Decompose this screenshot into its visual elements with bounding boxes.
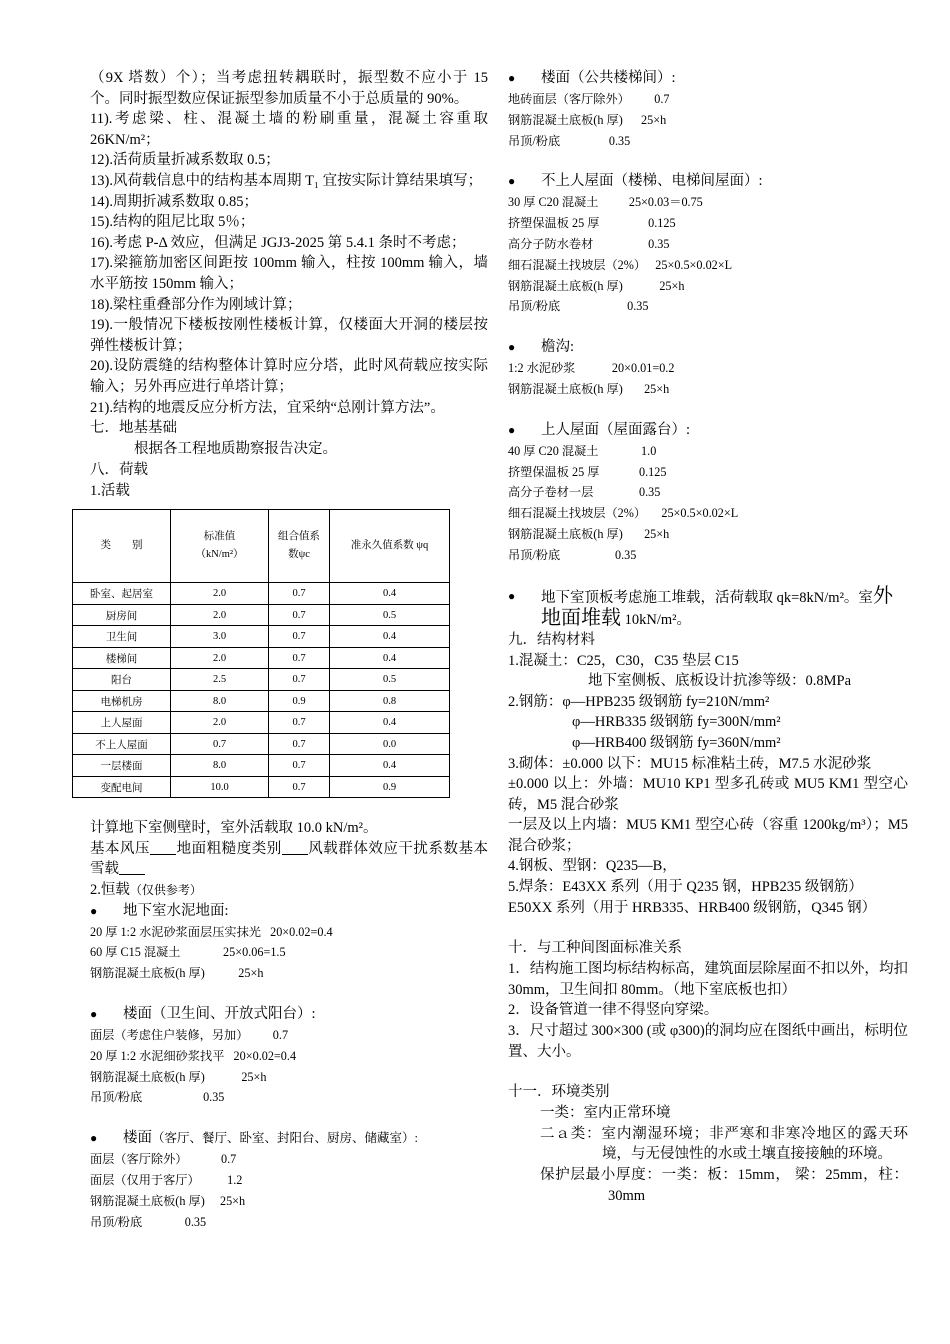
item-18: 18).梁柱重叠部分作为刚域计算；	[90, 296, 302, 313]
dead-load-note: （仅供参考）	[129, 883, 202, 898]
item-11: 11).考虑梁、柱、混凝土墙的粉刷重量，混凝土容重取 26KN/m²；	[90, 111, 488, 148]
cell-category: 卧室、起居室	[73, 583, 171, 605]
basement-floor-line-3: 钢筋混凝土底板(h 厚) 25×h	[90, 966, 264, 981]
cell-category: 电梯机房	[73, 690, 171, 712]
cell-quasi-coef: 0.4	[330, 626, 450, 648]
living-floor-title	[90, 1128, 488, 1149]
dead-load-title	[90, 880, 488, 901]
outdoor-load-label: 外地面堆载	[541, 584, 893, 629]
cell-category: 不上人屋面	[73, 733, 171, 755]
cell-standard-value: 8.0	[171, 755, 269, 777]
table-header-row	[73, 510, 450, 583]
cell-combination-coef: 0.7	[269, 604, 330, 626]
cell-category: 上人屋面	[73, 712, 171, 734]
table-row	[73, 755, 450, 777]
living-floor-line-2: 面层（仅用于客厅） 1.2	[90, 1173, 243, 1188]
table-row	[73, 626, 450, 648]
table-row	[73, 583, 450, 605]
bath-floor-line-3: 钢筋混凝土底板(h 厚) 25×h	[90, 1069, 267, 1084]
cell-quasi-coef: 0.4	[330, 647, 450, 669]
stair-floor-line-3: 吊顶/粉底 0.35	[508, 133, 631, 148]
wind-group-label: 风载群体效应干扰系数	[307, 840, 459, 857]
welding-e43: 5.焊条：E43XX 系列（用于 Q235 钢，HPB235 级钢筋）	[508, 879, 863, 896]
header-combination-coef: 组合值系数ψc	[269, 510, 330, 583]
wind-pressure-label: 基本风压	[90, 840, 151, 857]
impermeability-grade: 地下室侧板、底板设计抗渗等级：0.8MPa	[588, 673, 852, 690]
cell-quasi-coef: 0.5	[330, 604, 450, 626]
bath-floor-line-4: 吊顶/粉底 0.35	[90, 1090, 225, 1105]
roof-noaccess-line-6: 吊顶/粉底 0.35	[508, 299, 649, 314]
concrete-cover: 保护层最小厚度：一类：板：15mm， 梁：25mm，柱：30mm	[540, 1167, 908, 1204]
cell-standard-value: 2.0	[171, 583, 269, 605]
welding-e50: E50XX 系列（用于 HRB335、HRB400 级钢筋，Q345 钢）	[508, 899, 877, 916]
left-column	[90, 68, 488, 1232]
stair-floor-line-2: 钢筋混凝土底板(h 厚) 25×h	[508, 112, 667, 127]
cell-standard-value: 2.0	[171, 647, 269, 669]
bath-floor-line-2: 20 厚 1:2 水泥细砂浆找平 20×0.02=0.4	[90, 1048, 297, 1063]
live-load-table	[72, 509, 450, 798]
basement-floor-title: ● 地下室水泥地面:	[90, 901, 488, 922]
roof-noaccess-line-2: 挤塑保温板 25 厚 0.125	[508, 216, 676, 231]
cell-quasi-coef: 0.8	[330, 690, 450, 712]
cell-standard-value: 8.0	[171, 690, 269, 712]
live-load-title: 1.活载	[90, 482, 130, 499]
concrete-grades: 1.混凝土：C25，C30，C35 垫层 C15	[508, 652, 739, 669]
cell-combination-coef: 0.7	[269, 733, 330, 755]
table-row	[73, 690, 450, 712]
roughness-label: 地面粗糙度类别	[176, 840, 282, 857]
roof-noaccess-line-1: 30 厚 C20 混凝土 25×0.03＝0.75	[508, 195, 703, 210]
cell-category: 卫生间	[73, 626, 171, 648]
basement-roof-load	[508, 586, 908, 630]
item-19: 19).一般情况下楼板按刚性楼板计算，仅楼面大开洞的楼层按弹性楼板计算；	[90, 317, 488, 354]
cell-combination-coef: 0.7	[269, 776, 330, 798]
cell-standard-value: 2.5	[171, 669, 269, 691]
vibration-mode-paragraph: （9X 塔数）个）；当考虑扭转耦联时，振型数不应小于 15 个。同时振型数应保证振型参加质量不小于总质量的 90%。	[90, 70, 488, 107]
cell-combination-coef: 0.9	[269, 690, 330, 712]
cell-quasi-coef: 0.9	[330, 776, 450, 798]
section-7-text: 根据各工程地质勘察报告决定。	[134, 441, 337, 458]
item-21: 21).结构的地震反应分析方法，宜采纳“总刚计算方法”。	[90, 399, 445, 416]
right-column	[508, 68, 908, 1206]
cell-quasi-coef: 0.4	[330, 755, 450, 777]
table-row	[73, 669, 450, 691]
cell-combination-coef: 0.7	[269, 712, 330, 734]
table-row	[73, 712, 450, 734]
item-13: 13).风荷载信息中的结构基本周期 T₁ 宜按实际计算结果填写；	[90, 172, 483, 189]
environment-class-1: 一类：室内正常环境	[540, 1105, 671, 1122]
snow-load-label: 基本雪载	[90, 840, 489, 878]
gutter-line-1: 1:2 水泥砂浆 20×0.01=0.2	[508, 361, 675, 376]
roof-noaccess-line-5: 钢筋混凝土底板(h 厚) 25×h	[508, 278, 685, 293]
gutter-title: ● 檐沟:	[508, 337, 908, 358]
cell-standard-value: 3.0	[171, 626, 269, 648]
section-10-item-2: 2．设备管道一律不得竖向穿梁。	[508, 1002, 719, 1019]
cell-standard-value: 2.0	[171, 604, 269, 626]
roof-access-line-1: 40 厚 C20 混凝土 1.0	[508, 443, 657, 458]
basement-wall-load: 计算地下室侧壁时，室外活载取 10.0 kN/m²。	[90, 820, 378, 837]
cell-quasi-coef: 0.4	[330, 712, 450, 734]
cell-combination-coef: 0.7	[269, 647, 330, 669]
rebar-hrb335: φ—HRB335 级钢筋 fy=300N/mm²	[572, 714, 781, 731]
roof-noaccess-line-3: 高分子防水卷材 0.35	[508, 236, 670, 251]
rebar-hpb235: φ—HPB235 级钢筋 fy=210N/mm²	[562, 693, 770, 710]
steel-plate: 4.钢板、型钢：Q235—B，	[508, 858, 677, 875]
rebar-label: 2.钢筋：	[508, 693, 563, 710]
item-15: 15).结构的阻尼比取 5％；	[90, 214, 255, 231]
roof-access-line-6: 吊顶/粉底 0.35	[508, 547, 637, 562]
cell-combination-coef: 0.7	[269, 626, 330, 648]
header-category: 类 别	[73, 510, 171, 583]
roof-access-line-3: 高分子卷材一层 0.35	[508, 485, 661, 500]
item-20: 20).设防震缝的结构整体计算时应分塔，此时风荷载应按实际输入；另外再应进行单塔计算；	[90, 358, 488, 395]
item-17: 17).梁箍筋加密区间距按 100mm 输入，柱按 100mm 输入，墙水平筋按 150mm 输入；	[90, 255, 488, 292]
roof-access-title: ● 上人屋面（屋面露台）:	[508, 420, 908, 441]
bath-floor-line-1: 面层（考虑住户装修，另加） 0.7	[90, 1028, 289, 1043]
rebar-hrb400: φ—HRB400 级钢筋 fy=360N/mm²	[572, 734, 781, 751]
rebar-line-1	[508, 692, 908, 713]
table-row	[73, 776, 450, 798]
cell-quasi-coef: 0.5	[330, 669, 450, 691]
gutter-line-2: 钢筋混凝土底板(h 厚) 25×h	[508, 381, 670, 396]
masonry-above: ±0.000 以上：外墙：MU10 KP1 型多孔砖或 MU5 KM1 型空心砖，M5 混合砂浆	[508, 776, 908, 813]
section-10-title: 十．与工种间图面标准关系	[508, 940, 682, 957]
item-14: 14).周期折减系数取 0.85；	[90, 193, 258, 210]
roof-noaccess-title: ● 不上人屋面（楼梯、电梯间屋面）:	[508, 171, 908, 192]
living-floor-label: 楼面	[123, 1130, 152, 1147]
outdoor-load-value: 10kN/m²。	[621, 611, 692, 628]
roof-access-line-2: 挤塑保温板 25 厚 0.125	[508, 464, 667, 479]
header-standard-value: 标准值（kN/m²）	[171, 510, 269, 583]
section-11-title: 十一．环境类别	[508, 1084, 610, 1101]
masonry-inner: 一层及以上内墙：MU5 KM1 型空心砖（容重 1200kg/m³）；M5 混合砂浆；	[508, 817, 908, 854]
bath-floor-title: ● 楼面（卫生间、开放式阳台）:	[90, 1004, 488, 1025]
cell-category: 楼梯间	[73, 647, 171, 669]
dead-load-label: 2.恒载	[90, 882, 130, 899]
roof-access-line-5: 钢筋混凝土底板(h 厚) 25×h	[508, 526, 670, 541]
masonry-below: 3.砌体：±0.000 以下：MU15 标准粘土砖，M7.5 水泥砂浆	[508, 755, 872, 772]
living-floor-rooms: （客厅、餐厅、卧室、封阳台、厨房、储藏室）:	[152, 1131, 418, 1146]
section-10-item-3: 3．尺寸超过 300×300 (或 φ300)的洞均应在图纸中画出，标明位置、大小。	[508, 1023, 908, 1060]
table-row	[73, 647, 450, 669]
item-12: 12).活荷质量折减系数取 0.5；	[90, 152, 280, 169]
roof-access-line-4: 细石混凝土找坡层（2%） 25×0.5×0.02×L	[508, 506, 739, 521]
living-floor-line-1: 面层（客厅除外） 0.7	[90, 1152, 237, 1167]
stair-floor-title: ● 楼面（公共楼梯间）:	[508, 68, 908, 89]
stair-floor-line-1: 地砖面层（客厅除外） 0.7	[508, 92, 670, 106]
roof-noaccess-line-4: 细石混凝土找坡层（2%） 25×0.5×0.02×L	[508, 257, 733, 272]
section-7-title: 七．地基基础	[90, 420, 177, 437]
table-row	[73, 604, 450, 626]
cell-category: 变配电间	[73, 776, 171, 798]
wind-snow-line	[90, 839, 488, 880]
cell-standard-value: 0.7	[171, 733, 269, 755]
cell-category: 厨房间	[73, 604, 171, 626]
cell-standard-value: 10.0	[171, 776, 269, 798]
basement-floor-line-1: 20 厚 1:2 水泥砂浆面层压实抹光 20×0.02=0.4	[90, 924, 333, 939]
cell-category: 阳台	[73, 669, 171, 691]
environment-class-2a: 二ａ类：室内潮湿环境；非严寒和非寒冷地区的露天环境，与无侵蚀性的水或土壤直接接触的环境。	[540, 1125, 908, 1163]
living-floor-line-4: 吊顶/粉底 0.35	[90, 1214, 207, 1229]
living-floor-line-3: 钢筋混凝土底板(h 厚) 25×h	[90, 1193, 246, 1208]
cell-combination-coef: 0.7	[269, 755, 330, 777]
basement-floor-line-2: 60 厚 C15 混凝土 25×0.06=1.5	[90, 945, 286, 960]
cell-combination-coef: 0.7	[269, 583, 330, 605]
section-10-item-1: 1．结构施工图均标结构标高，建筑面层除屋面不扣以外，均扣 30mm，卫生间扣 80mm。（地下室底板也扣）	[508, 961, 908, 998]
header-quasi-permanent-coef: 准永久值系数 ψq	[330, 510, 450, 583]
basement-roof-text: 地下室顶板考虑施工堆载，活荷载取 qk=8kN/m²。室	[541, 589, 873, 606]
item-16: 16).考虑 P-Δ 效应，但满足 JGJ3-2025 第 5.4.1 条时不考虑；	[90, 234, 466, 251]
cell-quasi-coef: 0.4	[330, 583, 450, 605]
section-9-title: 九．结构材料	[508, 631, 595, 648]
cell-standard-value: 2.0	[171, 712, 269, 734]
cell-combination-coef: 0.7	[269, 669, 330, 691]
section-8-title: 八．荷载	[90, 461, 148, 478]
cell-category: 一层楼面	[73, 755, 171, 777]
cell-quasi-coef: 0.0	[330, 733, 450, 755]
table-row	[73, 733, 450, 755]
